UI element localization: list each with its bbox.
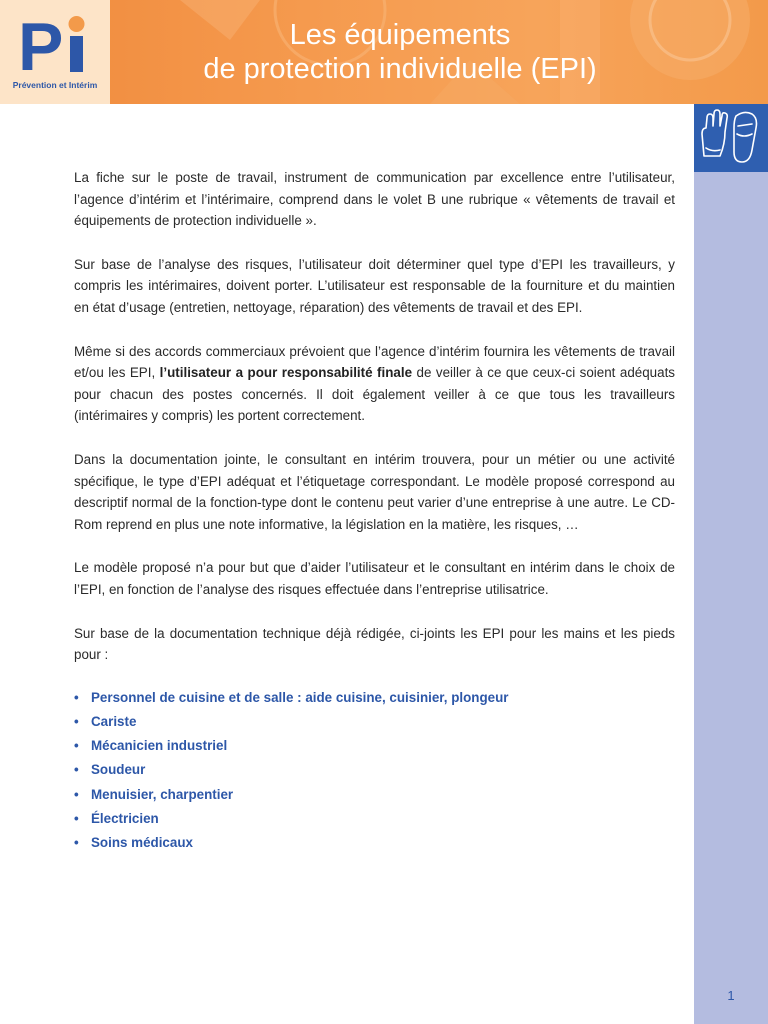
page-title [130,18,670,86]
list-item [74,783,675,807]
list-item-label: Mécanicien industriel [91,738,228,754]
page-title-line-2: de protection individuelle (EPI) [203,53,597,85]
paragraph-2: Sur base de l’analyse des risques, l’utilisateur doit déterminer quel type d’EPI les travailleurs, y compris les intérimaires, doivent porter. L’utilisateur est responsable de la fourniture et du maintien en état d’usage (entretien, nettoyage, réparation) des vêtements de travail et des EPI. [74,256,675,315]
list-item-label: Personnel de cuisine et de salle : aide cuisine, cuisinier, plongeur [91,689,509,705]
job-list [74,686,675,855]
svg-text:P: P [18,10,64,76]
bullet: • [74,738,79,754]
sidebar-icon-box [694,104,768,172]
paragraph-5: Le modèle proposé n’a pour but que d’aider l’utilisateur et le consultant en intérim dans le choix de l’EPI, en fonction de l’analyse des risques effectuée dans l’entreprise utilisatrice. [74,560,675,597]
bullet: • [74,810,79,826]
paragraph-3-end: de veiller à ce que ceux-ci soient adéquats pour chacun des postes concernés. Il doit également veiller à ce que tous les travailleurs (intérimaires y compris) les portent correctement. [74,365,675,424]
paragraph-3-bold: l’utilisateur a pour responsabilité finale [159,365,413,381]
list-item-label: Électricien [91,810,159,826]
bullet: • [74,762,79,778]
paragraph-1: La fiche sur le poste de travail, instrument de communication par excellence entre l’utilisateur, l’agence d’intérim et l’intérimaire, comprend dans le volet B une rubrique « vêtements de travail et équipements de protection individuelle ». [74,170,675,229]
bullet: • [74,713,79,729]
list-item [74,734,675,758]
paragraph-6: Sur base de la documentation technique déjà rédigée, ci-joints les EPI pour les mains et les pieds pour : [74,625,675,663]
list-item [74,807,675,831]
bullet: • [74,689,79,705]
list-item [74,831,675,855]
document-body [74,167,675,855]
list-item [74,758,675,782]
logo-box [0,0,110,104]
gloves-and-shoe-icon [694,104,768,172]
list-item-label: Cariste [91,713,137,729]
bullet: • [74,786,79,802]
bullet: • [74,834,79,850]
list-item [74,710,675,734]
list-item-label: Soudeur [91,762,146,778]
header-banner [0,0,768,104]
paragraph-3 [74,341,675,427]
list-item [74,686,675,710]
paragraph-4: Dans la documentation jointe, le consultant en intérim trouvera, pour un métier ou une activité spécifique, le type d’EPI adéquat et l’étiquetage correspondant. Le modèle proposé correspond au descriptif normal de la fonction-type dont le contenu peut varier d’une entreprise à une autre. Le CD-Rom reprend en plus une note informative, la législation en la matière, les risques, … [74,451,675,532]
list-item-label: Menuisier, charpentier [91,786,234,802]
paragraph-3-start: Même si des accords commerciaux prévoient que l’agence d’intérim fournira les vêtements de travail et/ou les EPI, [74,343,675,381]
page-title-line-1: Les équipements [289,19,511,51]
pi-logo-icon [16,10,96,76]
page-number: 1 [727,988,735,1003]
logo-subtitle: Prévention et Intérim [12,80,98,90]
right-sidebar [694,104,768,1024]
list-item-label: Soins médicaux [91,834,193,850]
